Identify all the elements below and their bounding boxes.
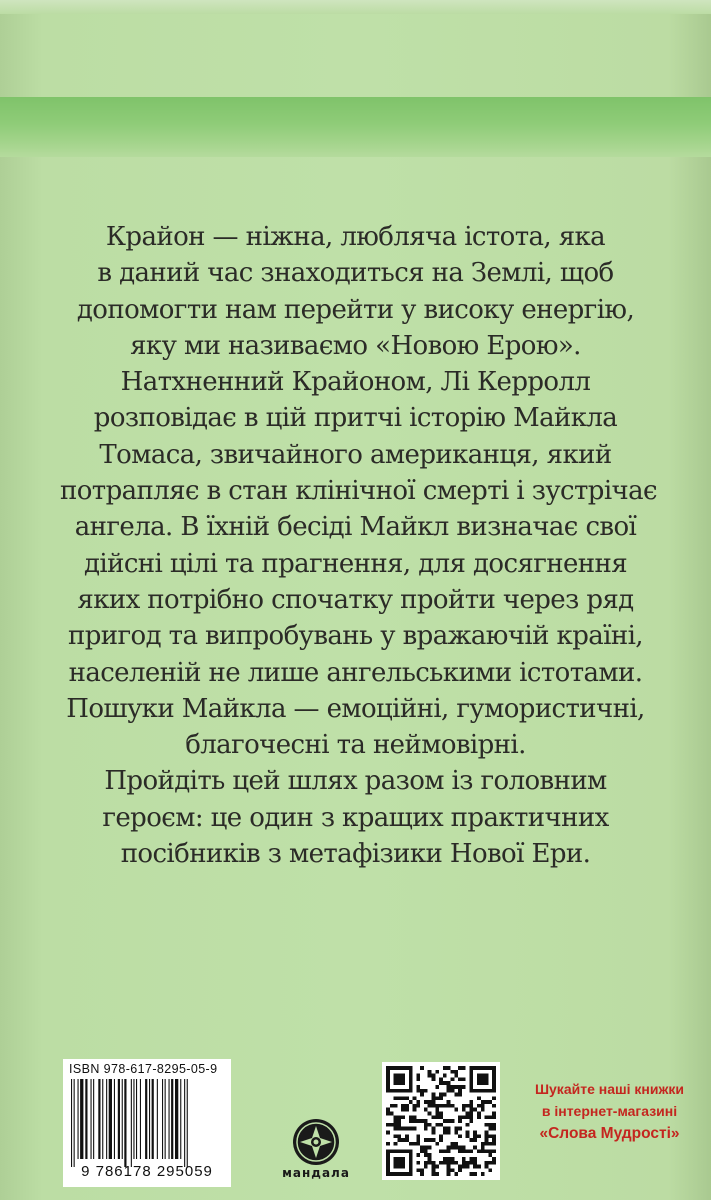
description-line: потрапляє в стан клінічної смерті і зустрічає (60, 476, 658, 507)
store-promo (508, 1078, 711, 1146)
description-line: пригод та випробувань у вражаючій країні, (68, 621, 643, 652)
description-line: благочесні та неймовірні. (185, 730, 526, 761)
description-line: яку ми називаємо «Новою Ерою». (130, 330, 581, 361)
description-line: допомогти нам перейти у високу енергію, (76, 294, 635, 325)
description-line: Натхненний Крайоном, Лі Керролл (120, 367, 591, 398)
description-line: Пошуки Майкла — емоційні, гумористичні, (66, 693, 645, 724)
barcode-bars (69, 1079, 225, 1167)
book-description (60, 219, 658, 872)
description-line: героєм: це один з кращих практичних (102, 802, 609, 833)
description-line: ангела. В їхній бесіді Майкл визначає свої (74, 512, 637, 543)
description-line: населеній не лише ангельськими істотами. (68, 657, 643, 688)
description-line: Крайон — ніжна, любляча істота, яка (105, 222, 606, 252)
description-line: дійсні цілі та прагнення, для досягнення (83, 548, 628, 579)
barcode-number: 9 786178 295059 (81, 1163, 213, 1180)
description-line: яких потрібно спочатку пройти через ряд (77, 584, 634, 615)
publisher-name: мандала (282, 1166, 350, 1180)
store-name: «Слова Мудрості» (539, 1125, 680, 1142)
decorative-green-band (0, 97, 711, 157)
description-line: Пройдіть цей шлях разом із головним (104, 766, 607, 797)
description-line: Томаса, звичайного американця, який (99, 439, 612, 470)
isbn-label: ISBN 978-617-8295-05-9 (69, 1062, 218, 1076)
cover-top-edge (0, 0, 711, 14)
isbn-barcode (63, 1059, 231, 1187)
promo-line: Шукайте наші книжки (534, 1081, 685, 1097)
mandala-logo-icon (291, 1117, 341, 1167)
description-line: в даний час знаходиться на Землі, щоб (97, 258, 614, 289)
qr-code-icon (386, 1066, 496, 1176)
description-line: посібників з метафізики Нової Ери. (120, 839, 591, 870)
description-line: розповідає в цій притчі історію Майкла (93, 403, 618, 434)
qr-code (382, 1062, 500, 1180)
promo-line: в інтернет-магазині (541, 1103, 678, 1119)
